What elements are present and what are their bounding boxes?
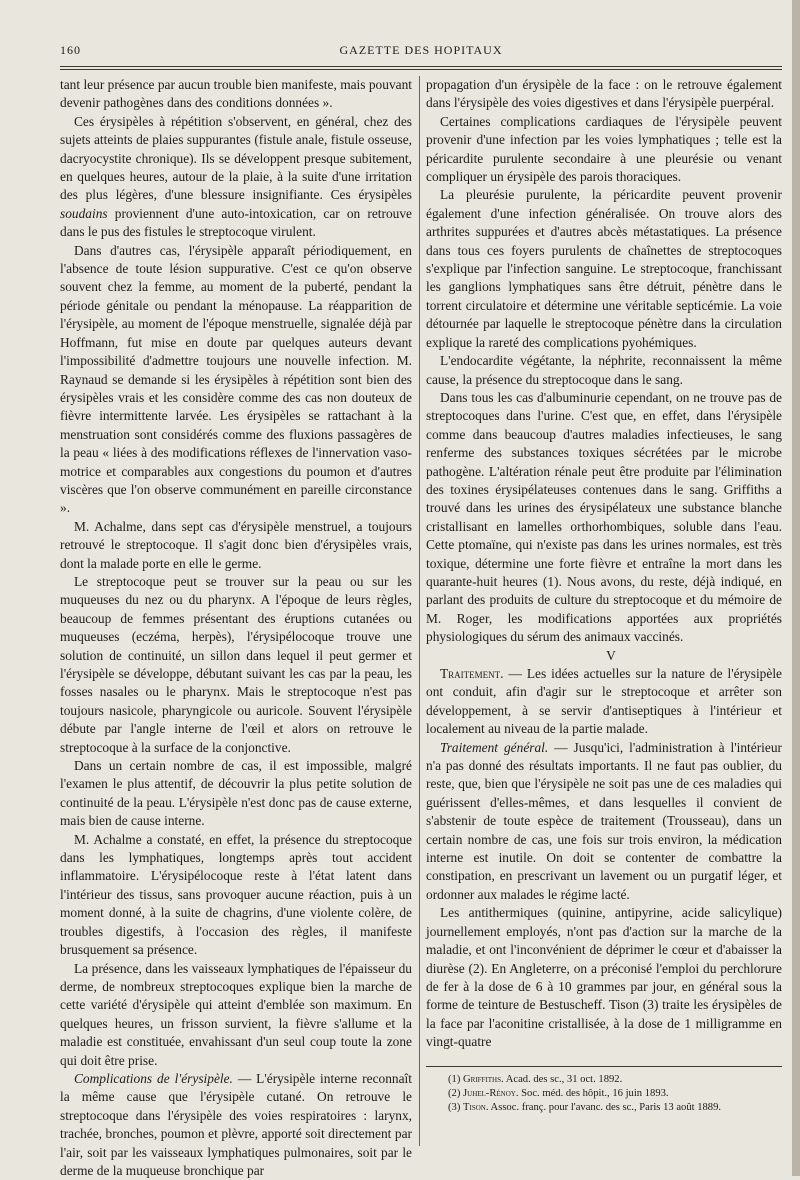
left-column	[60, 76, 412, 1178]
footnote: (2) Juhel-Rénoy. Soc. méd. des hôpit., 16 juin 1893.	[448, 1087, 669, 1099]
footnote: (3) Tison. Assoc. franç. pour l'avanc. des sc., Paris 13 août 1889.	[448, 1101, 722, 1113]
paragraph: L'endocardite végétante, la néphrite, reconnaissent la même cause, la présence du streptocoque dans le sang.	[426, 353, 782, 387]
right-column	[426, 76, 782, 1136]
subsection-heading: Complications de l'érysipèle.	[74, 1070, 233, 1086]
subsection-heading: Traitement général.	[440, 739, 549, 755]
paragraph: La pleurésie purulente, la péricardite peuvent provenir également d'une infection généralisée. On trouve alors des arthrites suppurées et d'autres abcès métastatiques. La présence dans tous ces foyers purulents de chaînettes de streptocoques s'explique par l'infection sanguine. Le streptocoque, franchissant les ganglions lymphatiques sans être détruit, pénètre dans le torrent circulatoire et détermine une véritable septicémie. La voie détournée par laquelle le streptocoque pénètre dans la circulation explique la rareté des complications pyohémiques.	[426, 187, 782, 350]
section-numeral: V	[606, 647, 616, 663]
page-number: 160	[60, 43, 81, 57]
journal-title: GAZETTE DES HOPITAUX	[339, 43, 503, 57]
paragraph: Complications de l'érysipèle. — L'érysipèle interne reconnaît la même cause que l'érysipèle cutané. On retrouve le streptocoque dans l'érysipèle des voies respiratoires : larynx, trachée, bronches, poumon et plèvre, apporté soit directement par l'air, soit par les vaisseaux lymphatiques pulmonaires, soit par le derme de la muqueuse bronchique par	[60, 1070, 412, 1178]
footnote: (1) Griffiths. Acad. des sc., 31 oct. 1892.	[448, 1073, 623, 1085]
paragraph: Dans d'autres cas, l'érysipèle apparaît périodiquement, en l'absence de toute lésion suppurative. C'est ce qu'on observe souvent chez la femme, au moment de la puberté, pendant la période génitale ou pendant la ménopause. La réapparition de l'érysipèle, au moment de l'époque menstruelle, signalée déjà par Hoffmann, fut mise en doute par quelques auteurs devant l'impossibilité d'admettre toujours une nouvelle infection. M. Raynaud se demande si les érysipèles à répétition sont bien des érysipèles vrais et les considère comme des cas non douteux de fièvre intermittente larvée. Les érysipèles se rattachant à la menstruation sont considérés comme des fluxions passagères de la peau « liées à des modifications réflexes de l'innervation vaso-motrice et comparables aux congestions du poumon et d'autres viscères que l'on observe communément en pareille circonstance ».	[60, 242, 412, 516]
paragraph: La présence, dans les vaisseaux lymphatiques de l'épaisseur du derme, de nombreux streptocoques explique bien la marche de cette variété d'érysipèle qui atteint d'emblée son maximum. En quelques heures, un frisson survient, la fièvre s'allume et la maladie est constituée, envahissant d'un seul coup toute la zone qui doit être prise.	[60, 960, 412, 1068]
paragraph: propagation d'un érysipèle de la face : on le retrouve également dans l'érysipèle des voies digestives et dans l'érysipèle puerpéral.	[426, 77, 782, 111]
header-rule-top	[60, 66, 782, 67]
header-rule-bottom	[60, 69, 782, 70]
footnote-rule	[426, 1066, 782, 1067]
paragraph: Dans tous les cas d'albuminurie cependant, on ne trouve pas de streptocoques dans l'urine. C'est que, en effet, dans l'érysipèle comme dans beaucoup d'autres maladies infectieuses, le sang renferme des substances toxiques sécrétées par le microbe pathogène. L'altération rénale peut être produite par l'élimination des toxines érysipélateuses contenues dans le sang. Griffiths a trouvé dans les urines des érysipélateux une substance blanche cristallisant en lamelles orthorhombiques, soluble dans l'eau. Cette ptomaïne, qui n'existe pas dans les urines normales, est très toxique, détermine une forte fièvre et entraîne la mort dans les quarante-huit heures (1). Nous avons, du reste, déjà indiqué, en parlant des produits de culture du streptocoque et du mémoire de M. Roger, les modifications apportées aux propriétés physiologiques du sérum des animaux vaccinés.	[426, 389, 782, 645]
paragraph: Ces érysipèles à répétition s'observent, en général, chez des sujets atteints de plaies suppurantes (fistule anale, fistule osseuse, dacryocystite chronique). Ils se développent presque subitement, en quelques heures, autour de la plaie, à la suite d'une irritation des plus légères, d'une blessure insignifiante. Ces érysipèles soudains proviennent d'une auto-intoxication, car on retrouve dans le pus des fistules le streptocoque virulent.	[60, 113, 412, 240]
paragraph: Traitement général. — Jusqu'ici, l'administration à l'intérieur n'a pas donné des résultats importants. Il ne faut pas oublier, du reste, que, bien que l'érysipèle ne soit pas une de ces maladies qui guérissent d'elles-mêmes, et dans lesquelles il convient de s'abstenir de toute espèce de traitement (Trousseau), dans un certain nombre de cas, une fois sur trois environ, la médication interne est inutile. On doit se contenter de combattre la constipation, en prescrivant un lavement ou un purgatif léger, et ordonner aux malades le régime lacté.	[426, 739, 782, 902]
paragraph: Les antithermiques (quinine, antipyrine, acide salicylique) journellement employés, n'ont pas d'action sur la marche de la maladie, et ont l'inconvénient de déprimer le cœur et d'abaisser la diurèse (2). En Angleterre, on a préconisé l'emploi du perchlorure de fer à la dose de 6 à 10 grammes par jour, en général sous la forme de teinture de Bestuscheff. Tison (3) traite les érysipèles de la face par l'aconitine cristallisée, à la dose de 1 milligramme en vingt-quatre	[426, 905, 782, 1050]
paragraph: M. Achalme, dans sept cas d'érysipèle menstruel, a toujours retrouvé le streptocoque. Il s'agit donc bien d'érysipèles vrais, dont la malade porte en elle le germe.	[60, 518, 412, 571]
paragraph: M. Achalme a constaté, en effet, la présence du streptocoque dans les lymphatiques, longtemps après tout accident inflammatoire. L'érysipélocoque reste à l'état latent dans l'intérieur des tissus, sans provoquer aucune réaction, puis à un moment donné, à la suite de chagrins, d'une violente colère, de troubles digestifs, à l'occasion des règles, il manifeste brusquement sa présence.	[60, 831, 412, 958]
paragraph: tant leur présence par aucun trouble bien manifeste, mais pouvant devenir pathogènes dans des conditions données ».	[60, 77, 412, 111]
paragraph: Certaines complications cardiaques de l'érysipèle peuvent provenir d'une infection par les voies lymphatiques ; telle est la péricardite purulente secondaire à une pleurésie ou venant compliquer un érysipèle des parois thoraciques.	[426, 113, 782, 185]
paragraph: Traitement. — Les idées actuelles sur la nature de l'érysipèle ont conduit, afin d'agir sur le streptocoque et arrêter son développement, à se servir d'antiseptiques à l'intérieur et localement au niveau de la partie malade.	[426, 666, 782, 737]
column-divider	[419, 76, 420, 1146]
paragraph: Dans un certain nombre de cas, il est impossible, malgré l'examen le plus attentif, de découvrir la plus petite solution de continuité de la peau. L'érysipèle n'est donc pas de cause externe, mais bien de cause interne.	[60, 758, 412, 829]
running-header	[60, 38, 782, 62]
section-heading: Traitement.	[440, 666, 504, 681]
page-edge-shadow	[792, 0, 800, 1176]
paragraph: Le streptocoque peut se trouver sur la peau ou sur les muqueuses du nez ou du pharynx. A l'époque de leurs règles, beaucoup de femmes présentant des éruptions cutanées ou muqueuses (eczéma, herpès), l'érysipélocoque trouve une solution de continuité, un sillon dans lequel il peut germer et l'érysipèle se développe, débutant suivant les cas par la peau, les fosses nasales ou le pharynx. Mais le streptocoque n'est pas toujours nasicole, pharyngicole ou auricole. Souvent l'érysipèle débute par l'angle interne de l'œil et alors on retrouve le streptocoque à la surface de la conjonctive.	[60, 573, 412, 755]
